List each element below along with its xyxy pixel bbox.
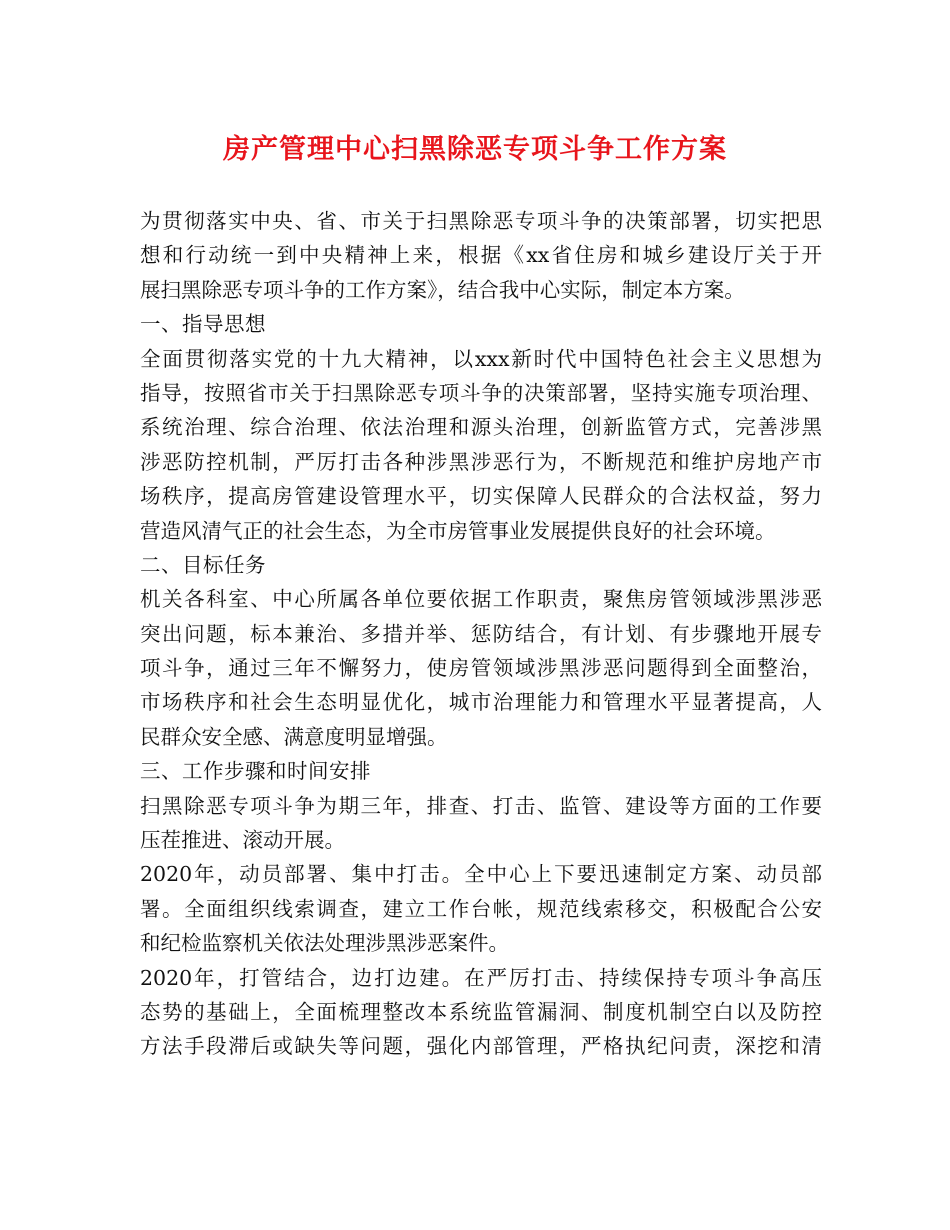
body-text-line: 2020年，打管结合，边打边建。在严厉打击、持续保持专项斗争高压 bbox=[140, 965, 822, 990]
body-text-line: 民群众安全感、满意度明显增强。 bbox=[140, 724, 448, 749]
section-heading: 一、指导思想 bbox=[140, 312, 266, 337]
body-text-line: 为贯彻落实中央、省、市关于扫黑除恶专项斗争的决策部署，切实把思 bbox=[140, 209, 822, 233]
body-text-line: 态势的基础上，全面梳理整改本系统监管漏洞、制度机制空白以及防控 bbox=[140, 999, 822, 1024]
body-text-line: 压茬推进、滚动开展。 bbox=[140, 828, 345, 853]
body-text-line: 署。全面组织线索调查，建立工作台帐，规范线索移交，积极配合公安 bbox=[140, 896, 822, 921]
body-text-line: 机关各科室、中心所属各单位要依据工作职责，聚焦房管领域涉黑涉恶 bbox=[140, 587, 822, 612]
section-heading: 三、工作步骤和时间安排 bbox=[140, 759, 371, 784]
body-text-line: 扫黑除恶专项斗争为期三年，排查、打击、监管、建设等方面的工作要 bbox=[140, 793, 822, 818]
body-text-line: 项斗争，通过三年不懈努力，使房管领域涉黑涉恶问题得到全面整治， bbox=[140, 656, 822, 681]
body-text-line: 2020年，动员部署、集中打击。全中心上下要迅速制定方案、动员部 bbox=[140, 862, 822, 887]
body-text-line: 展扫黑除恶专项斗争的工作方案》，结合我中心实际，制定本方案。 bbox=[140, 277, 745, 302]
body-text-line: 场秩序，提高房管建设管理水平，切实保障人民群众的合法权益，努力 bbox=[140, 484, 822, 509]
body-text-line: 方法手段滞后或缺失等问题，强化内部管理，严格执纪问责，深挖和清 bbox=[140, 1034, 822, 1059]
body-text-line: 全面贯彻落实党的十九大精神，以xxx新时代中国特色社会主义思想为 bbox=[140, 346, 822, 371]
body-text-line: 想和行动统一到中央精神上来，根据《xx省住房和城乡建设厅关于开 bbox=[140, 243, 822, 268]
body-text-line: 涉恶防控机制，严厉打击各种涉黑涉恶行为，不断规范和维护房地产市 bbox=[140, 449, 822, 474]
body-text-line: 指导，按照省市关于扫黑除恶专项斗争的决策部署，坚持实施专项治理、 bbox=[140, 380, 822, 405]
section-heading: 二、目标任务 bbox=[140, 552, 266, 577]
body-text-line: 营造风清气正的社会生态，为全市房管事业发展提供良好的社会环境。 bbox=[140, 518, 776, 543]
body-text-line: 市场秩序和社会生态明显优化，城市治理能力和管理水平显著提高，人 bbox=[140, 690, 822, 715]
body-text-line: 系统治理、综合治理、依法治理和源头治理，创新监管方式，完善涉黑 bbox=[140, 415, 822, 440]
document-body bbox=[140, 204, 822, 1064]
document-title: 房产管理中心扫黑除恶专项斗争工作方案 bbox=[223, 134, 727, 165]
body-text-line: 和纪检监察机关依法处理涉黑涉恶案件。 bbox=[140, 931, 509, 956]
body-text-line: 突出问题，标本兼治、多措并举、惩防结合，有计划、有步骤地开展专 bbox=[140, 621, 822, 646]
